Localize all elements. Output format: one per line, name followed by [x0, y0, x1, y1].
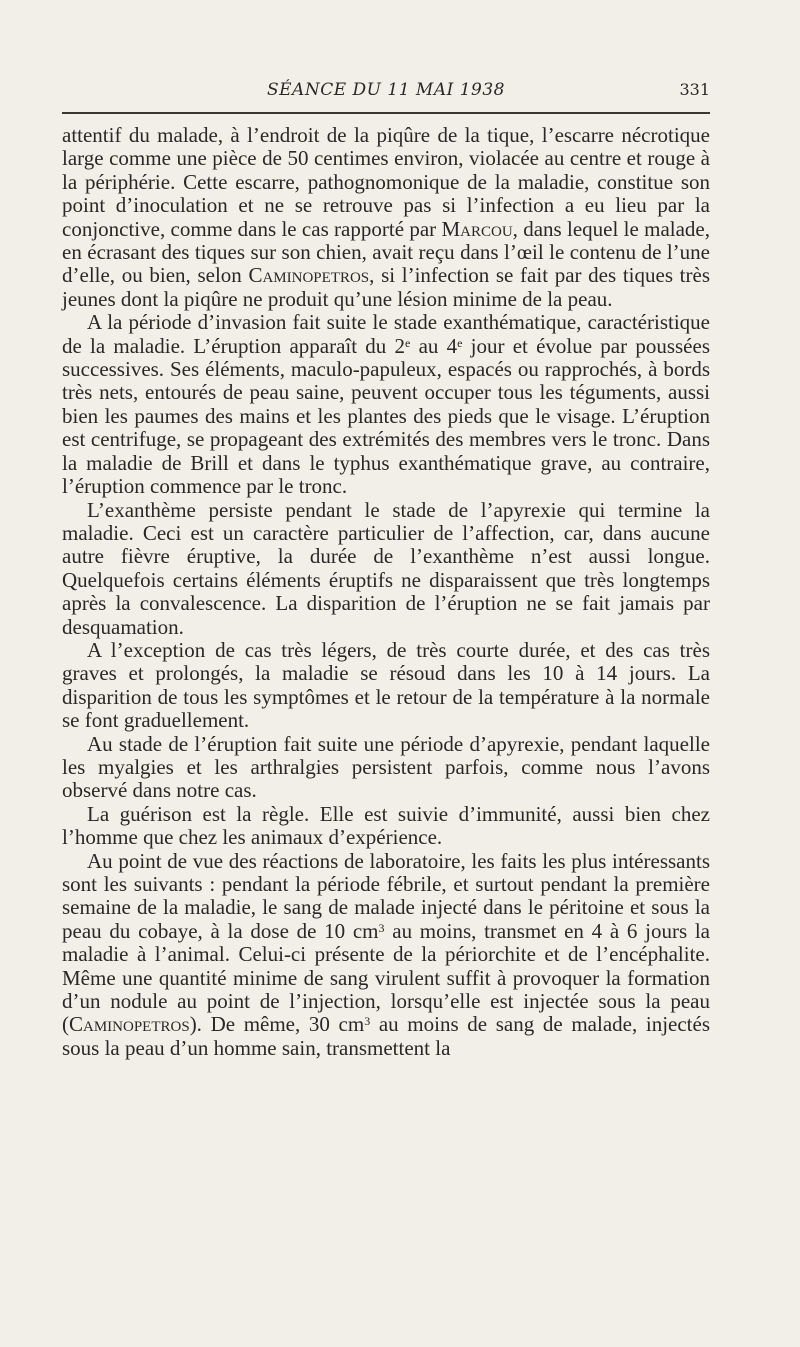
header-title: SÉANCE DU 11 MAI 1938 — [267, 80, 505, 100]
text-segment: Au point de vue des réactions de laboratoire, les faits les plus intéressants sont les suivants : pendant la période fébrile, et surtout pendant la première semaine de la maladie, le sang de malade injecté dans le péritoine et sous la peau du cobaye, à la dose de 10 cm — [62, 848, 710, 943]
paragraph — [62, 733, 710, 803]
superscript: e — [405, 335, 411, 350]
body-text — [62, 124, 710, 1060]
text-segment: attentif du malade, à l’endroit de la piqûre de la tique, l’escarre nécrotique large comme une pièce de 50 centimes environ, violacée au centre et rouge à la périphérie. Cette escarre, pathognomonique de la maladie, constitue son point d’inoculation et ne se retrouve pas si l’infection a eu lieu par la conjonctive, comme dans le cas rapporté par — [62, 123, 710, 241]
paragraph — [62, 803, 710, 850]
superscript: 3 — [378, 920, 385, 935]
text-segment: au 4 — [410, 333, 458, 358]
paragraph — [62, 639, 710, 733]
paragraph — [62, 850, 710, 1061]
running-header — [62, 80, 710, 108]
text-segment: A la période d’invasion fait suite le stade exanthématique, caractéristique de la maladie. L’éruption apparaît du 2 — [62, 310, 710, 358]
author-name: Caminopetros — [69, 1012, 190, 1037]
text-segment: , dans lequel le malade, en écrasant des tiques sur son chien, avait reçu dans l’œil le contenu de l’une d’elle, ou bien, selon — [62, 216, 711, 288]
text-segment: au moins, transmet en 4 à 6 jours la maladie à l’animal. Celui-ci présente de la périorchite et de l’encéphalite. Même une quantité minime de sang virulent suffit à provoquer la formation d’un nodule au point de l’injection, lorsqu’elle est injectée sous la peau ( — [62, 918, 710, 1037]
page-number: 331 — [679, 80, 710, 99]
superscript: e — [457, 335, 463, 350]
header-rule — [62, 112, 710, 114]
text-segment: A l’exception de cas très légers, de très courte durée, et des cas très graves et prolongés, la maladie se résoud dans les 10 à 14 jours. La disparition de tous les symptômes et le retour de la température à la normale se font graduellement. — [62, 637, 710, 733]
text-segment: jour et évolue par poussées successives. Ses éléments, maculo-papuleux, espacés ou rapprochés, à bords très nets, entourés de peau saine, peuvent occuper tous les téguments, aussi bien les paumes des mains et les plantes des pieds que le visage. L’éruption est centrifuge, se propageant des extrémités des membres vers le tronc. Dans la maladie de Brill et dans le typhus exanthématique grave, au contraire, l’éruption commence par le tronc. — [62, 333, 710, 499]
text-segment: ). De même, 30 cm — [189, 1012, 365, 1037]
paragraph — [62, 124, 710, 311]
superscript: 3 — [364, 1014, 371, 1029]
text-segment: , si l’infection se fait par des tiques très jeunes dont la piqûre ne produit qu’une lésion minime de la peau. — [62, 263, 710, 311]
text-segment: L’exanthème persiste pendant le stade de l’apyrexie qui termine la maladie. Ceci est un caractère particulier de l’affection, car, dans aucune autre fièvre éruptive, la durée de l’exanthème n’est aussi longue. Quelquefois certains éléments éruptifs ne disparaissent que très longtemps après la convalescence. La disparition de l’éruption ne se fait jamais par desquamation. — [62, 497, 710, 639]
author-name: Marcou — [441, 216, 513, 241]
author-name: Caminopetros — [248, 263, 370, 288]
paragraph — [62, 499, 710, 639]
text-segment: Au stade de l’éruption fait suite une période d’apyrexie, pendant laquelle les myalgies et les arthralgies persistent parfois, comme nous l’avons observé dans notre cas. — [62, 731, 710, 803]
text-segment: au moins de sang de malade, injectés sous la peau d’un homme sain, transmettent la — [62, 1012, 710, 1060]
paragraph — [62, 311, 710, 498]
text-segment: La guérison est la règle. Elle est suivie d’immunité, aussi bien chez l’homme que chez les animaux d’expérience. — [62, 801, 710, 850]
